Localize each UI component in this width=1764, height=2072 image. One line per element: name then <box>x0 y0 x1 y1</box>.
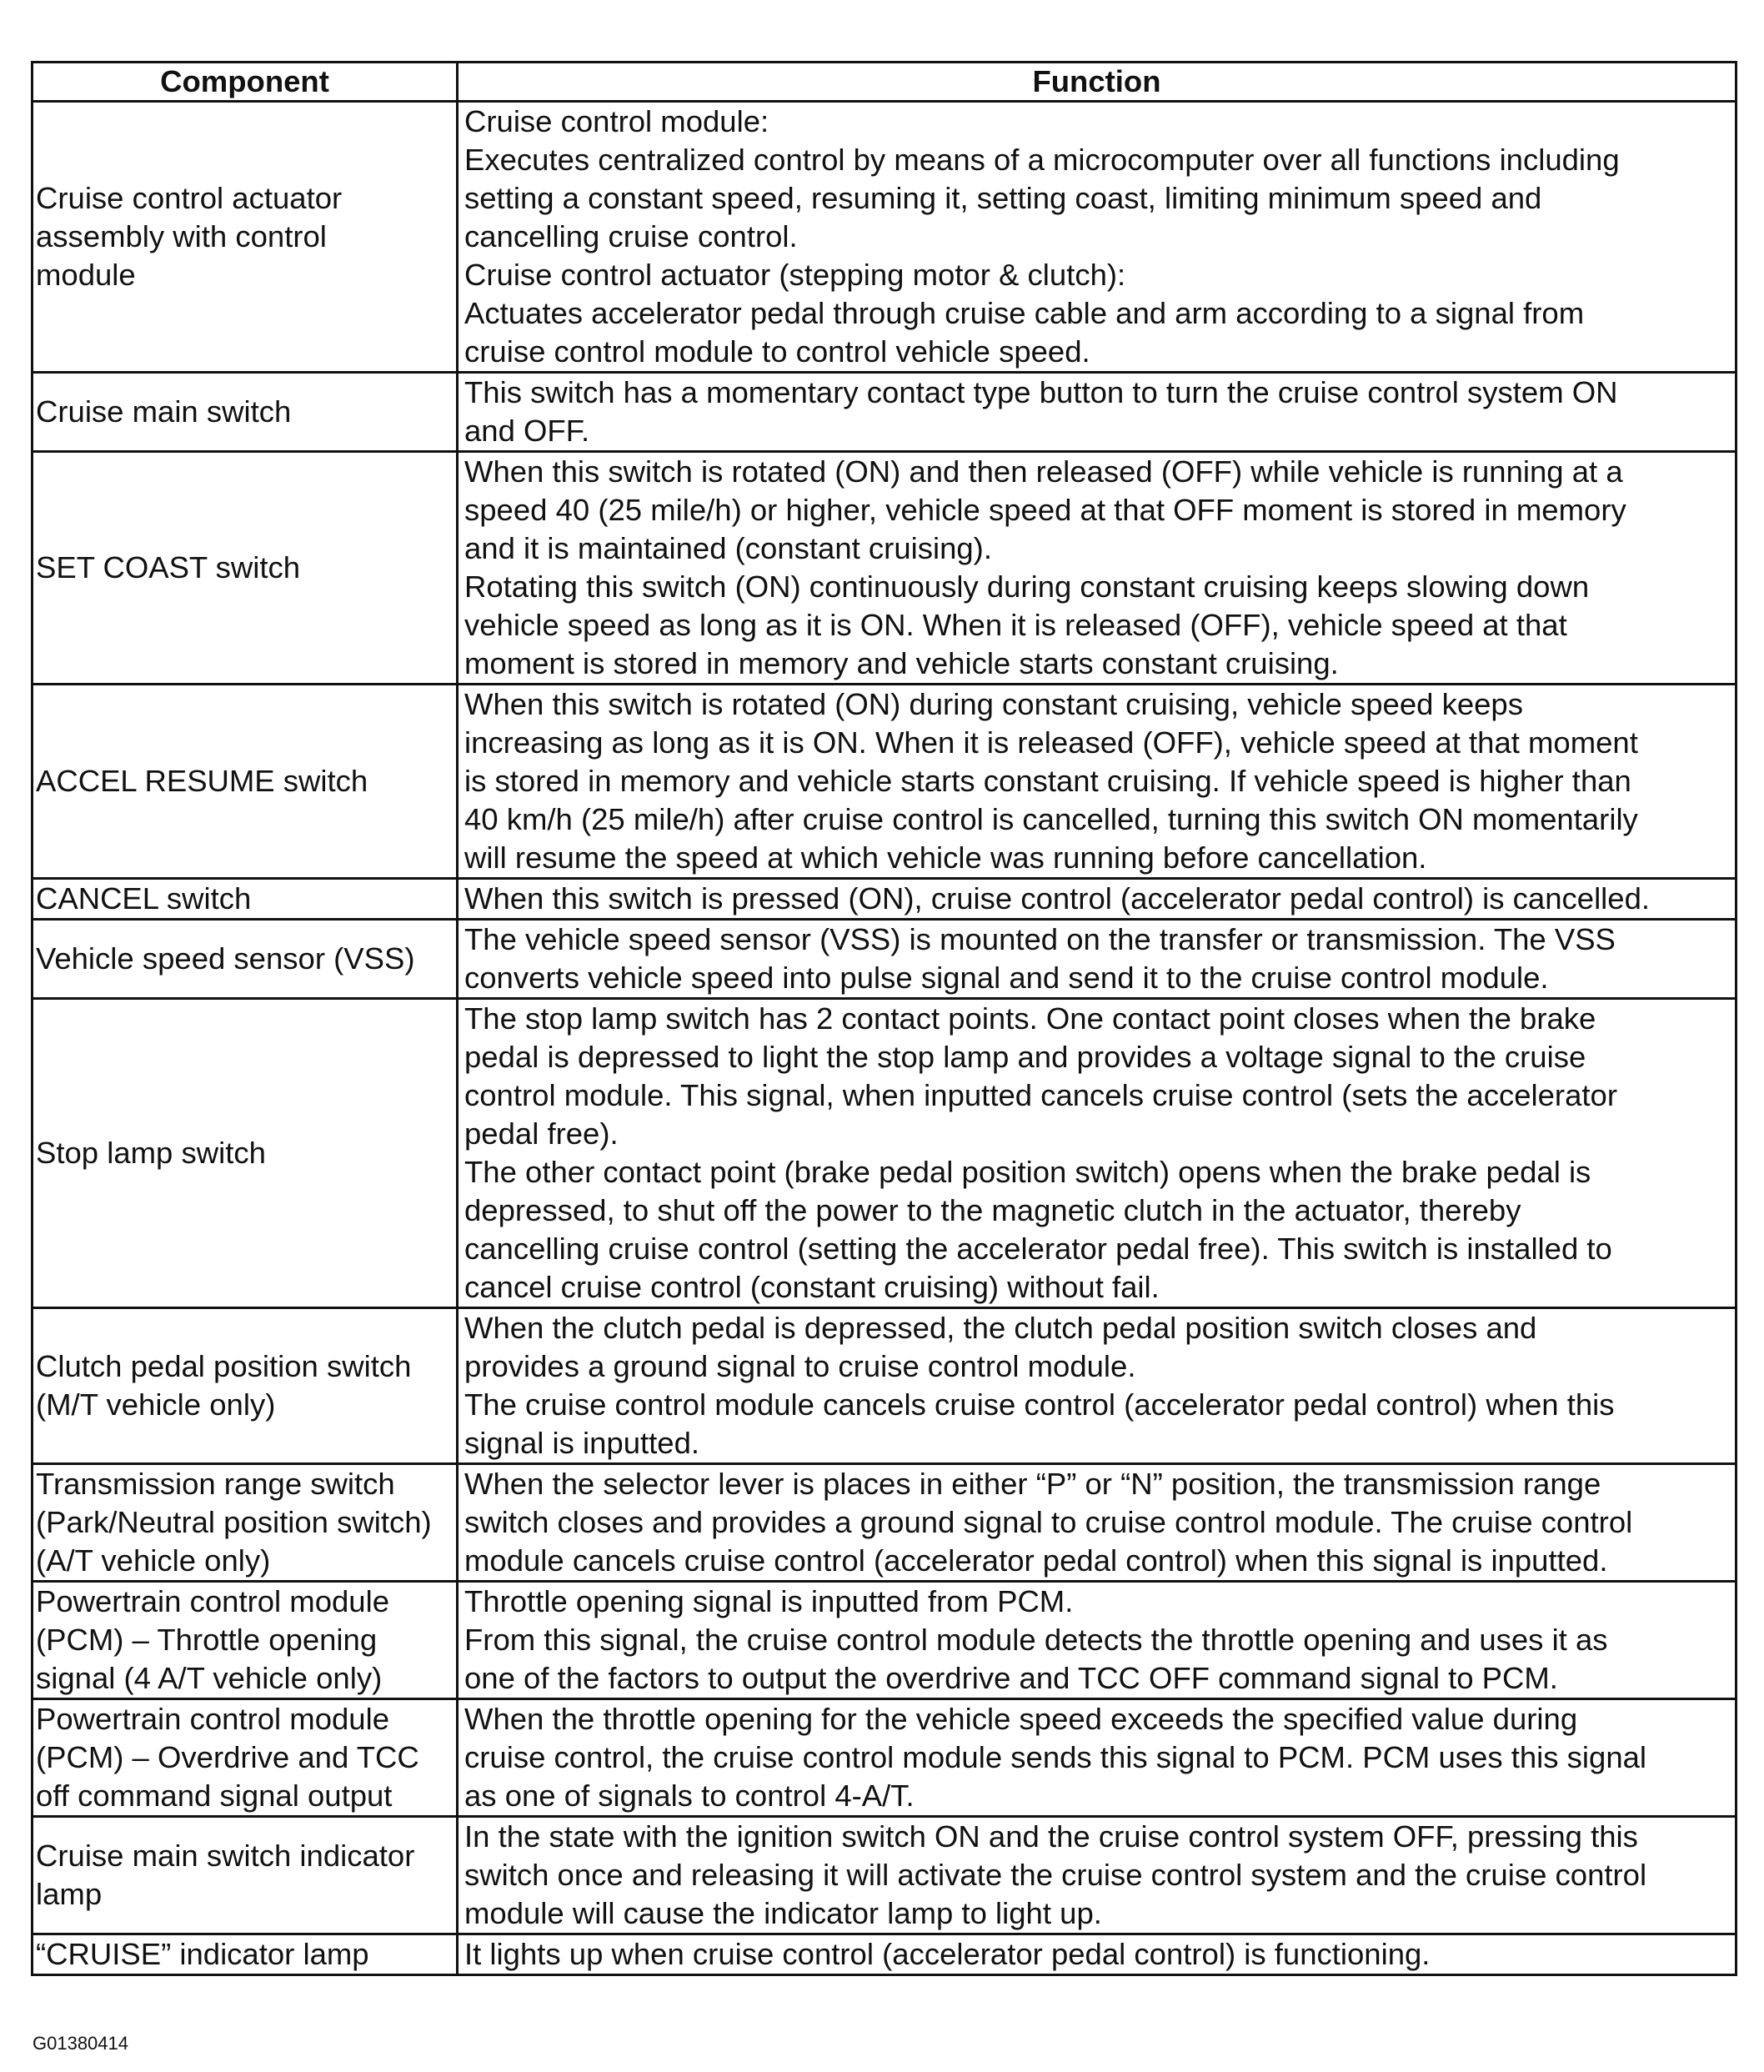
table-row <box>33 1817 1736 1934</box>
table-row <box>33 1582 1736 1699</box>
table-row <box>33 1934 1736 1975</box>
function-cell <box>458 920 1736 999</box>
function-line: increasing as long as it is ON. When it is released (OFF), vehicle speed at that moment <box>464 725 1638 760</box>
header-function: Function <box>458 63 1736 102</box>
component-line: Transmission range switch <box>36 1467 395 1501</box>
function-cell <box>458 1582 1736 1699</box>
component-cell <box>33 1582 458 1699</box>
function-line: cancelling cruise control. <box>464 219 798 253</box>
table-body <box>33 102 1736 1975</box>
function-line: switch once and releasing it will activate the cruise control system and the cruise control <box>464 1858 1647 1892</box>
table-row <box>33 102 1736 373</box>
function-cell <box>458 1464 1736 1582</box>
component-cell <box>33 373 458 452</box>
table-row <box>33 452 1736 685</box>
function-line: The stop lamp switch has 2 contact points. One contact point closes when the brake <box>464 1001 1596 1036</box>
function-cell <box>458 102 1736 373</box>
component-cell <box>33 920 458 999</box>
component-cell <box>33 685 458 879</box>
component-line: “CRUISE” indicator lamp <box>36 1937 369 1971</box>
function-line: In the state with the ignition switch ON and the cruise control system OFF, pressing this <box>464 1819 1638 1854</box>
function-line: one of the factors to output the overdrive and TCC OFF command signal to PCM. <box>464 1661 1558 1695</box>
function-line: depressed, to shut off the power to the magnetic clutch in the actuator, thereby <box>464 1193 1521 1227</box>
header-component: Component <box>33 63 458 102</box>
function-cell <box>458 999 1736 1308</box>
function-line: When this switch is rotated (ON) and then released (OFF) while vehicle is running at a <box>464 454 1623 489</box>
function-line: will resume the speed at which vehicle was running before cancellation. <box>464 840 1427 875</box>
component-line: (PCM) – Overdrive and TCC <box>36 1740 419 1774</box>
function-line: Throttle opening signal is inputted from PCM. <box>464 1584 1074 1618</box>
component-cell <box>33 1934 458 1975</box>
function-line: signal is inputted. <box>464 1426 700 1460</box>
function-line: pedal is depressed to light the stop lamp and provides a voltage signal to the cruise <box>464 1040 1586 1074</box>
figure-code: G01380414 <box>33 2033 128 2054</box>
component-cell <box>33 999 458 1308</box>
function-line: From this signal, the cruise control module detects the throttle opening and uses it as <box>464 1623 1608 1657</box>
function-line: When this switch is pressed (ON), cruise control (accelerator pedal control) is cancelled. <box>464 881 1651 916</box>
function-line: Cruise control module: <box>464 104 769 138</box>
component-function-table <box>31 61 1737 1976</box>
function-line: 40 km/h (25 mile/h) after cruise control is cancelled, turning this switch ON momentarily <box>464 802 1638 836</box>
table-row <box>33 879 1736 920</box>
component-line: (Park/Neutral position switch) <box>36 1505 432 1539</box>
function-line: cruise control module to control vehicle speed. <box>464 334 1090 369</box>
component-cell <box>33 879 458 920</box>
component-cell <box>33 1308 458 1464</box>
function-line: When the clutch pedal is depressed, the clutch pedal position switch closes and <box>464 1311 1537 1345</box>
component-cell <box>33 452 458 685</box>
function-line: When the throttle opening for the vehicle speed exceeds the specified value during <box>464 1702 1578 1736</box>
table-row <box>33 1464 1736 1582</box>
component-line: Cruise main switch <box>36 394 292 429</box>
component-line: Cruise main switch indicator <box>36 1839 415 1873</box>
component-line: ACCEL RESUME switch <box>36 764 368 798</box>
function-line: converts vehicle speed into pulse signal and send it to the cruise control module. <box>464 961 1549 995</box>
function-line: and OFF. <box>464 414 590 448</box>
function-line: Cruise control actuator (stepping motor & clutch): <box>464 258 1126 292</box>
function-line: It lights up when cruise control (accelerator pedal control) is functioning. <box>464 1937 1431 1971</box>
function-line: control module. This signal, when inputted cancels cruise control (sets the accelerator <box>464 1078 1617 1112</box>
component-line: (M/T vehicle only) <box>36 1387 276 1422</box>
function-cell <box>458 685 1736 879</box>
function-line: as one of signals to control 4-A/T. <box>464 1779 915 1813</box>
component-line: CANCEL switch <box>36 881 252 916</box>
function-line: The other contact point (brake pedal position switch) opens when the brake pedal is <box>464 1155 1591 1189</box>
component-line: Cruise control actuator <box>36 181 343 215</box>
function-line: moment is stored in memory and vehicle starts constant cruising. <box>464 646 1339 680</box>
function-line: This switch has a momentary contact type button to turn the cruise control system ON <box>464 375 1618 409</box>
component-line: Powertrain control module <box>36 1584 390 1618</box>
function-line: The vehicle speed sensor (VSS) is mounted on the transfer or transmission. The VSS <box>464 922 1616 956</box>
component-line: SET COAST switch <box>36 550 301 584</box>
function-cell <box>458 1817 1736 1934</box>
function-line: vehicle speed as long as it is ON. When it is released (OFF), vehicle speed at that <box>464 608 1567 642</box>
component-line: assembly with control <box>36 219 327 253</box>
function-line: cruise control, the cruise control module sends this signal to PCM. PCM uses this signal <box>464 1740 1647 1774</box>
function-line: The cruise control module cancels cruise control (accelerator pedal control) when this <box>464 1387 1615 1422</box>
component-line: off command signal output <box>36 1779 393 1813</box>
component-cell <box>33 1464 458 1582</box>
component-line: (A/T vehicle only) <box>36 1543 271 1578</box>
function-line: and it is maintained (constant cruising). <box>464 531 992 565</box>
function-line: setting a constant speed, resuming it, setting coast, limiting minimum speed and <box>464 181 1542 215</box>
function-line: When the selector lever is places in either “P” or “N” position, the transmission range <box>464 1467 1601 1501</box>
function-line: provides a ground signal to cruise control module. <box>464 1349 1136 1383</box>
function-line: module will cause the indicator lamp to light up. <box>464 1896 1102 1930</box>
component-function-table-sheet <box>31 61 1735 1976</box>
component-cell <box>33 1817 458 1934</box>
table-row <box>33 685 1736 879</box>
component-line: Stop lamp switch <box>36 1136 266 1170</box>
function-cell <box>458 1699 1736 1817</box>
component-cell <box>33 1699 458 1817</box>
function-cell <box>458 1934 1736 1975</box>
function-line: cancel cruise control (constant cruising) without fail. <box>464 1270 1160 1304</box>
function-line: module cancels cruise control (accelerator pedal control) when this signal is inputted. <box>464 1543 1608 1578</box>
header-row <box>33 63 1736 102</box>
table-row <box>33 920 1736 999</box>
function-line: is stored in memory and vehicle starts constant cruising. If vehicle speed is higher than <box>464 764 1631 798</box>
function-line: Actuates accelerator pedal through cruise cable and arm according to a signal from <box>464 296 1585 330</box>
function-line: Executes centralized control by means of a microcomputer over all functions including <box>464 143 1620 177</box>
function-line: pedal free). <box>464 1116 619 1151</box>
function-line: When this switch is rotated (ON) during constant cruising, vehicle speed keeps <box>464 687 1523 721</box>
table-row <box>33 999 1736 1308</box>
function-line: switch closes and provides a ground signal to cruise control module. The cruise control <box>464 1505 1633 1539</box>
component-line: Vehicle speed sensor (VSS) <box>36 941 415 976</box>
function-line: Rotating this switch (ON) continuously during constant cruising keeps slowing down <box>464 569 1590 604</box>
function-cell <box>458 879 1736 920</box>
component-line: Clutch pedal position switch <box>36 1349 412 1383</box>
component-line: module <box>36 258 136 292</box>
component-line: (PCM) – Throttle opening <box>36 1623 378 1657</box>
component-line: lamp <box>36 1877 103 1911</box>
component-line: signal (4 A/T vehicle only) <box>36 1661 383 1695</box>
component-cell <box>33 102 458 373</box>
function-cell <box>458 1308 1736 1464</box>
component-line: Powertrain control module <box>36 1702 390 1736</box>
function-cell <box>458 452 1736 685</box>
table-row <box>33 1699 1736 1817</box>
function-line: speed 40 (25 mile/h) or higher, vehicle speed at that OFF moment is stored in memory <box>464 493 1626 527</box>
table-row <box>33 373 1736 452</box>
table-row <box>33 1308 1736 1464</box>
function-cell <box>458 373 1736 452</box>
function-line: cancelling cruise control (setting the accelerator pedal free). This switch is installed to <box>464 1232 1612 1266</box>
